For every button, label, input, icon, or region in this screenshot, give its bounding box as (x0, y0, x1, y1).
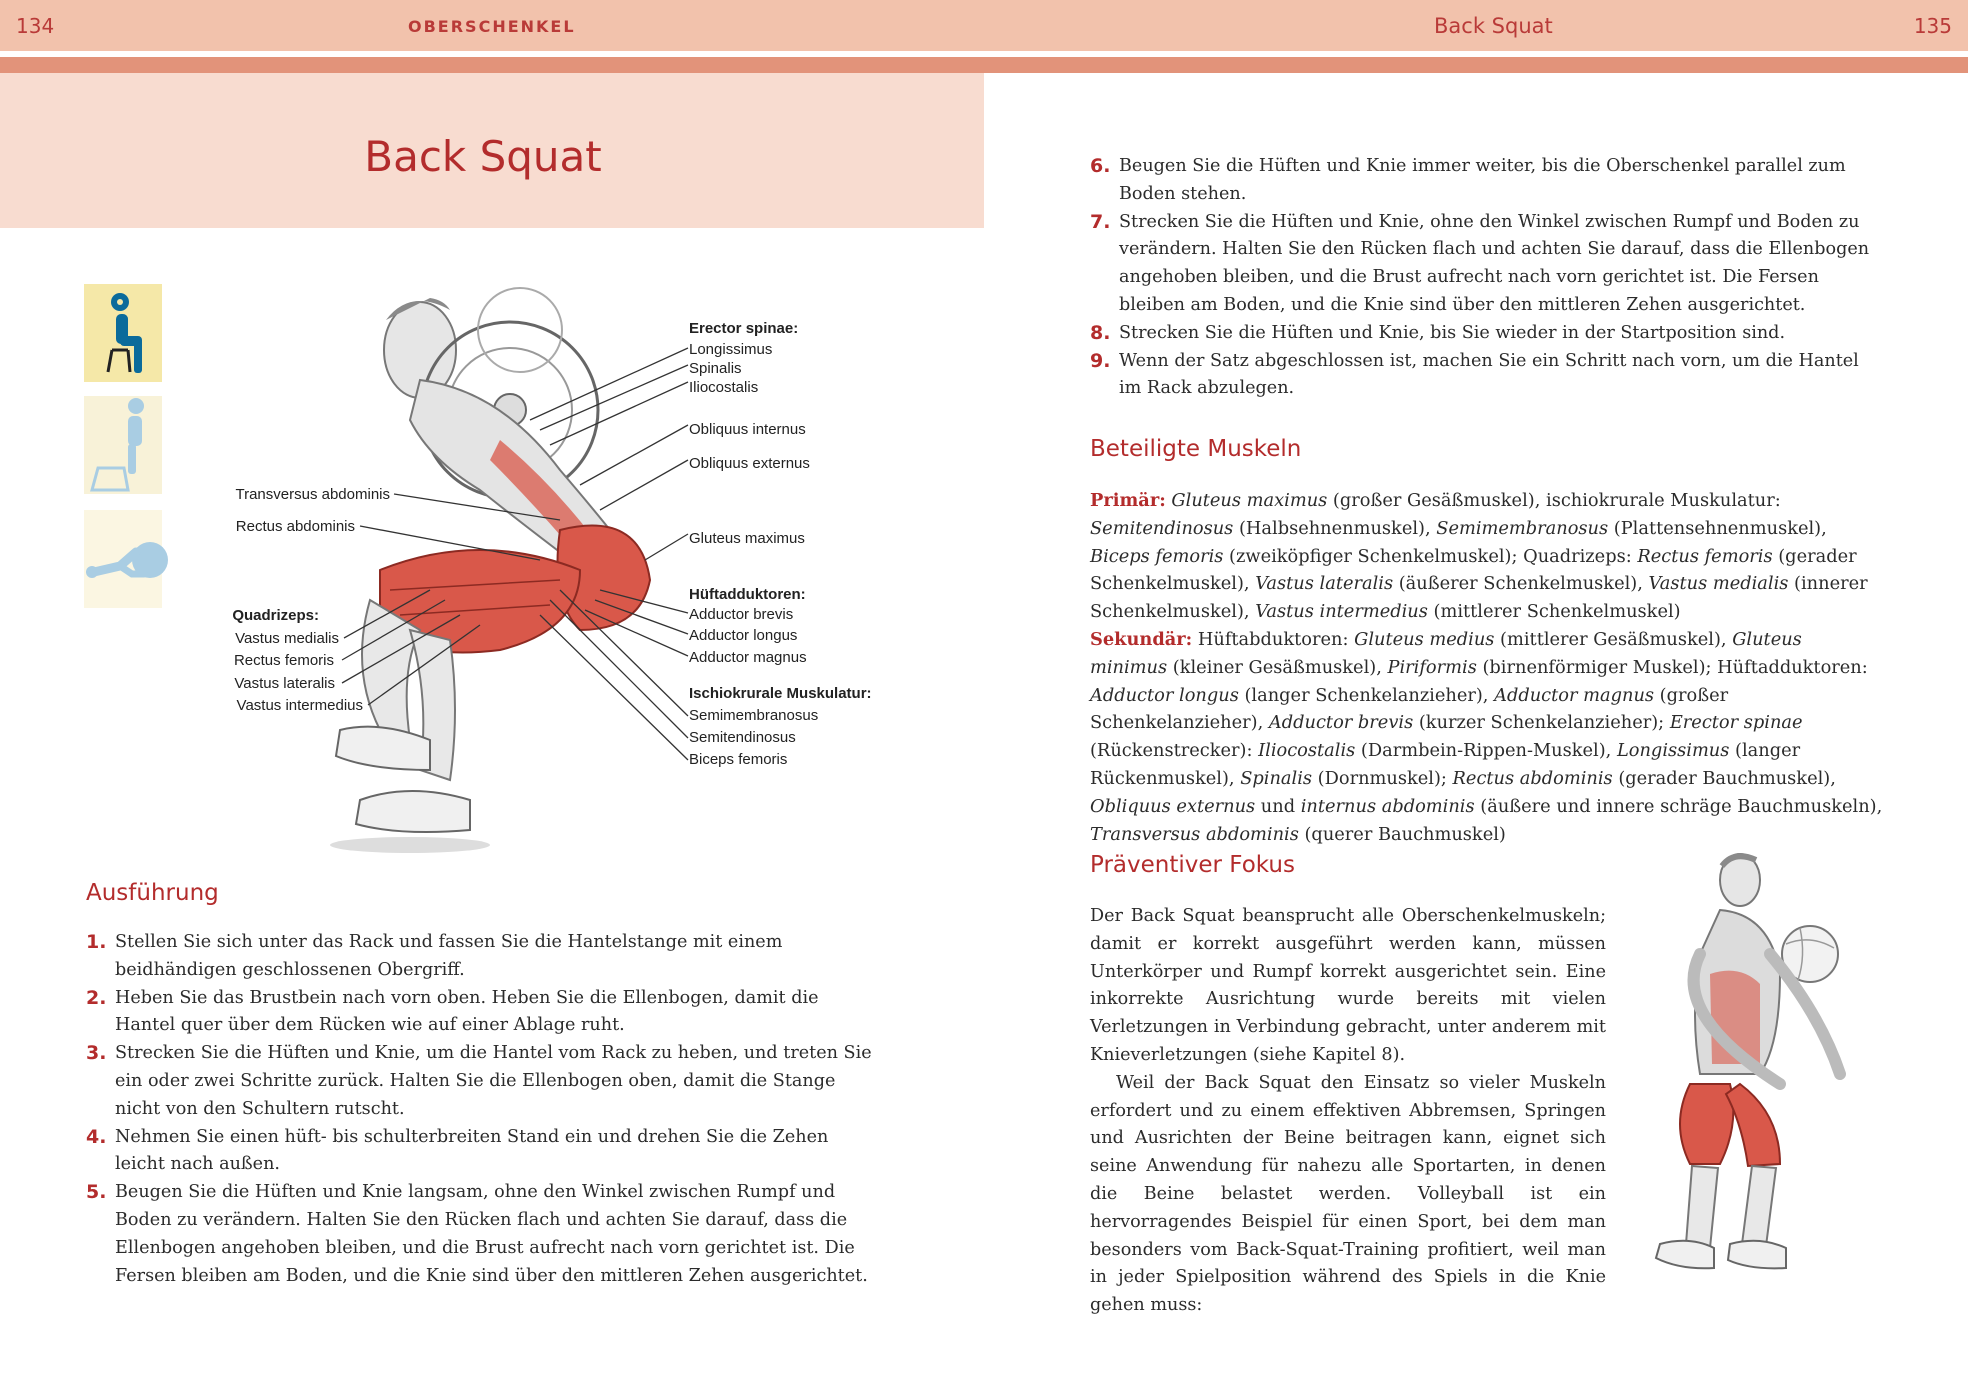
muscle-description: (mittlerer Gesäßmuskel), (1494, 628, 1733, 650)
label-obliquus-externus: Obliquus externus (689, 455, 810, 472)
muscle-description: (zweiköpfiger Schenkelmuskel); Quadrizeps: (1223, 545, 1638, 567)
seated-exercise-icon (84, 284, 162, 382)
list-item (86, 929, 879, 985)
label-spinalis: Spinalis (689, 360, 742, 377)
secondary-muscle-list (1090, 629, 1882, 845)
muscle-description: (Rückenstrecker): (1090, 740, 1259, 762)
primary-muscle-list (1090, 490, 1868, 622)
step-number: 2. (86, 986, 107, 1009)
muscle-description: (gerader Schenkelmuskel), (1090, 545, 1857, 595)
list-item (1090, 348, 1883, 404)
muscle-name: Piriformis (1387, 656, 1477, 678)
muscle-description: (äußerer Schenkelmuskel), (1393, 573, 1649, 595)
muscle-description: (querer Bauchmuskel) (1298, 823, 1506, 845)
label-vastus-lateralis: Vastus lateralis (234, 675, 335, 692)
label-vastus-intermedius: Vastus intermedius (236, 697, 363, 714)
muscle-name: Gluteus maximus (1171, 490, 1328, 511)
step-number: 6. (1090, 155, 1111, 177)
step-text: Stellen Sie sich unter das Rack und fassen Sie die Hantelstange mit einem beidhändigen geschlossenen Obergriff. (115, 932, 783, 980)
secondary-label: Sekundär: (1090, 628, 1193, 650)
squat-figure (330, 288, 650, 853)
header-band (0, 0, 1968, 51)
standing-step-icon (84, 396, 162, 494)
step-number: 4. (86, 1125, 107, 1148)
label-rectus-femoris: Rectus femoris (233, 652, 334, 669)
step-number: 5. (86, 1181, 107, 1204)
list-item (86, 985, 879, 1041)
execution-steps-left (86, 929, 879, 1290)
label-rectus-abdominis: Rectus abdominis (235, 518, 355, 535)
muscle-description: (mittlerer Schenkelmuskel) (1427, 601, 1681, 623)
secondary-muscles (1090, 626, 1883, 848)
muscle-description: (Halbsehnenmuskel), (1233, 517, 1437, 539)
step-text: Strecken Sie die Hüften und Knie, ohne den Winkel zwischen Rumpf und Boden zu verändern. Halten Sie den Rücken flach und achten Sie darauf, dass die Ellenbogen angehoben bleiben, und die Brust aufrecht nach vorn gerichtet ist. Die Fersen bleiben am Boden, und die Knie sind über den mittleren Zehen ausgerichtet. (1119, 211, 1870, 315)
page-number-left: 134 (16, 14, 55, 38)
step-number: 7. (1090, 210, 1111, 233)
list-item (1090, 209, 1883, 320)
muscle-name: internus abdominis (1300, 795, 1475, 817)
muscle-name: Rectus abdominis (1452, 767, 1613, 789)
step-text: Heben Sie das Brustbein nach vorn oben. Heben Sie die Ellenbogen, damit die Hantel quer über dem Rücken wie auf einer Ablage ruht. (115, 987, 819, 1036)
list-item (86, 1124, 879, 1180)
step-number: 9. (1090, 349, 1111, 372)
list-item (1090, 153, 1883, 209)
muscle-name: Adductor longus (1090, 684, 1239, 706)
list-item (1090, 320, 1883, 348)
muscle-name: Vastus medialis (1648, 573, 1789, 595)
muscle-name: Gluteus medius (1354, 628, 1495, 650)
label-biceps-femoris: Biceps femoris (689, 751, 788, 768)
muscle-description: (Dornmuskel); (1312, 767, 1453, 789)
focus-paragraph-1: Der Back Squat beansprucht alle Oberschenkelmuskeln; damit er korrekt ausgeführt werden kann, müssen Unterkörper und Rumpf korrekt ausgerichtet sein. Eine inkorrekte Ausrichtung wurde bereits mit vielen Verletzungen in Verbindung gebracht, unter anderem mit Knieverletzungen (siehe Kapitel 8). (1090, 906, 1606, 1065)
back-squat-anatomy-illustration (200, 270, 920, 860)
label-erector-spinae: Erector spinae: (689, 320, 799, 337)
muscle-description: (kleiner Gesäßmuskel), (1167, 656, 1388, 678)
label-semimembranosus: Semimembranosus (689, 707, 819, 724)
label-adductor-magnus: Adductor magnus (689, 649, 807, 666)
muscle-name: Biceps femoris (1090, 545, 1224, 567)
execution-steps-right (1090, 153, 1883, 403)
muscle-name: Longissimus (1616, 740, 1730, 762)
label-iliocostalis: Iliocostalis (689, 379, 759, 396)
muscle-description: (innerer Schenkelmuskel), (1090, 573, 1868, 623)
muscle-name: Erector spinae (1669, 712, 1803, 734)
focus-heading: Präventiver Fokus (1090, 852, 1295, 878)
label-adductor-brevis: Adductor brevis (689, 606, 794, 623)
step-text: Beugen Sie die Hüften und Knie immer weiter, bis die Oberschenkel parallel zum Boden stehen. (1119, 156, 1846, 204)
muscle-description: (gerader Bauchmuskel), (1612, 767, 1836, 789)
step-number: 8. (1090, 321, 1111, 344)
page-title: Back Squat (364, 132, 602, 181)
header-rule (0, 57, 1968, 73)
label-gluteus-maximus: Gluteus maximus (689, 530, 805, 547)
muscle-description: (großer Schenkelanzieher), (1090, 684, 1729, 734)
step-text: Wenn der Satz abgeschlossen ist, machen Sie ein Schritt nach vorn, um die Hantel im Rack abzulegen. (1119, 350, 1859, 399)
muscle-description: (großer Gesäßmuskel), ischiokrurale Muskulatur: (1327, 490, 1781, 511)
primary-muscles (1090, 487, 1883, 626)
step-text: Strecken Sie die Hüften und Knie, um die Hantel vom Rack zu heben, und treten Sie ein oder zwei Schritte zurück. Halten Sie die Ellenbogen oben, damit die Stange nicht von den Schultern rutscht. (115, 1043, 872, 1119)
label-semitendinosus: Semitendinosus (689, 729, 796, 746)
muscle-name: Transversus abdominis (1090, 823, 1299, 845)
muscle-name: Semitendinosus (1090, 517, 1234, 539)
muscle-description: (äußere und innere schräge Bauchmuskeln), (1474, 795, 1883, 817)
muscle-name: Vastus intermedius (1255, 601, 1428, 623)
label-adductor-longus: Adductor longus (689, 627, 798, 644)
floor-stretch-icon (84, 510, 162, 608)
running-head-right: Back Squat (1434, 14, 1553, 38)
label-obliquus-internus: Obliquus internus (689, 421, 806, 438)
muscle-description: (langer Rückenmuskel), (1090, 740, 1801, 789)
running-head-left: OBERSCHENKEL (408, 17, 576, 36)
muscle-name: Rectus femoris (1637, 545, 1773, 567)
execution-heading: Ausführung (86, 880, 219, 906)
muscle-description: (Plattensehnenmuskel), (1608, 517, 1827, 539)
step-number: 3. (86, 1042, 107, 1065)
focus-text (1090, 903, 1606, 1320)
muscle-name: Spinalis (1240, 767, 1313, 789)
list-item (86, 1179, 879, 1290)
muscle-description: (birnenförmiger Muskel); Hüftadduktoren: (1476, 656, 1868, 678)
muscles-heading: Beteiligte Muskeln (1090, 436, 1302, 462)
muscle-name: Vastus lateralis (1255, 573, 1394, 595)
muscle-name: Obliquus externus (1090, 795, 1256, 817)
label-ischiokrurale: Ischiokrurale Muskulatur: (689, 685, 872, 702)
muscle-name: Adductor magnus (1494, 684, 1655, 706)
muscle-description: (kurzer Schenkelanzieher); (1413, 712, 1670, 734)
label-hueftadduktoren: Hüftadduktoren: (689, 586, 806, 603)
primary-label: Primär: (1090, 490, 1166, 511)
muscle-description: Hüftabduktoren: (1197, 628, 1355, 650)
muscle-description: (Darmbein-Rippen-Muskel), (1355, 740, 1617, 762)
step-number: 1. (86, 931, 107, 953)
muscles-text (1090, 487, 1883, 848)
step-text: Beugen Sie die Hüften und Knie langsam, ohne den Winkel zwischen Rumpf und Boden zu verändern. Halten Sie den Rücken flach und achten Sie darauf, dass die Ellenbogen angehoben bleiben, und die Brust aufrecht nach vorn gerichtet ist. Die Fersen bleiben am Boden, und die Knie sind über den mittleren Zehen ausgerichtet. (115, 1182, 868, 1286)
muscle-name: Iliocostalis (1258, 740, 1356, 762)
label-vastus-medialis: Vastus medialis (235, 630, 339, 647)
step-text: Strecken Sie die Hüften und Knie, bis Sie wieder in der Startposition sind. (1119, 322, 1786, 343)
page-number-right: 135 (1913, 14, 1952, 38)
muscle-description: (langer Schenkelanzieher), (1238, 684, 1495, 706)
label-quadrizeps: Quadrizeps: (232, 607, 319, 624)
muscle-description: und (1255, 795, 1301, 817)
label-longissimus: Longissimus (689, 341, 773, 358)
list-item (86, 1040, 879, 1123)
label-transversus-abdominis: Transversus abdominis (235, 486, 390, 503)
volleyball-player-illustration (1630, 844, 1890, 1294)
focus-paragraph-2: Weil der Back Squat den Einsatz so vieler Muskeln erfordert und zu einem effektiven Abbremsen, Springen und Ausrichten der Beine beitragen kann, eignet sich seine Anwendung für nahezu alle Sportarten, in denen die Beine belastet werden. Volleyball ist ein hervorragendes Beispiel für einen Sport, bei dem man besonders vom Back-Squat-Training profitiert, weil man in jeder Spielposition während des Spiels in die Knie gehen muss: (1090, 1072, 1606, 1316)
step-text: Nehmen Sie einen hüft- bis schulterbreiten Stand ein und drehen Sie die Zehen leicht nach außen. (115, 1126, 829, 1175)
muscle-name: Semimembranosus (1436, 517, 1609, 539)
muscle-name: Adductor brevis (1268, 712, 1414, 734)
muscle-name: Gluteus minimus (1090, 628, 1802, 678)
